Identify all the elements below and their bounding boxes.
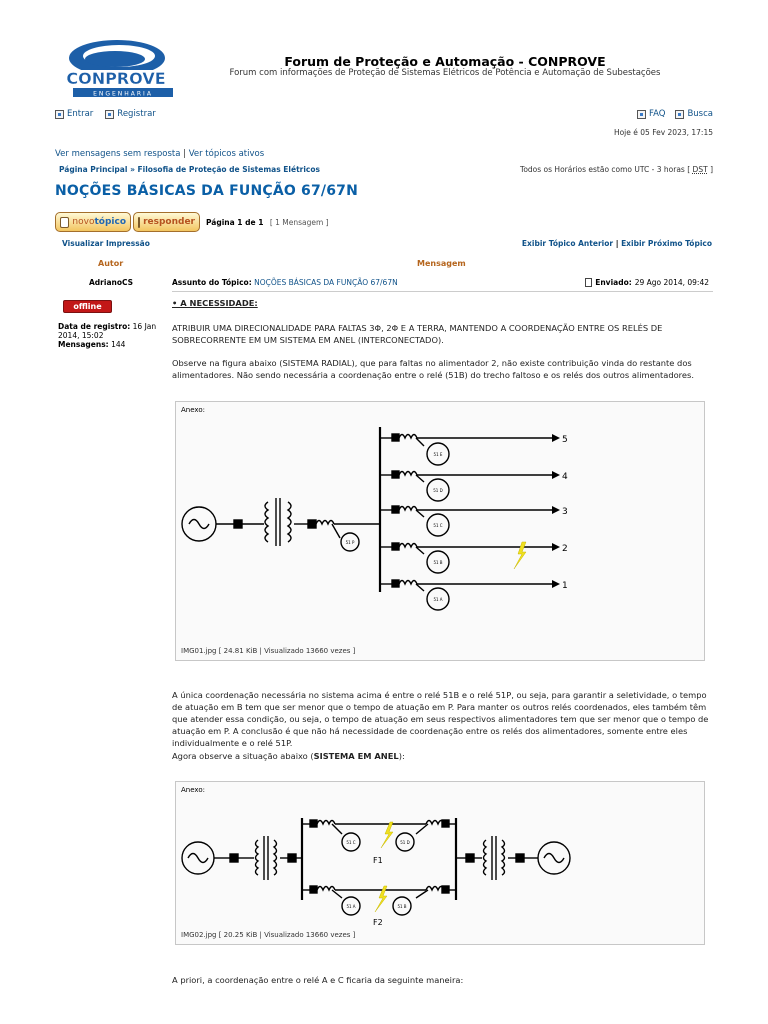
logo-text: CONPROVE bbox=[66, 69, 166, 88]
search-icon bbox=[675, 110, 684, 119]
registration-date: 16 Jan 2014, 15:02 bbox=[58, 322, 157, 340]
unanswered-posts-link[interactable]: Ver mensagens sem resposta bbox=[55, 149, 181, 159]
topic-navigation bbox=[522, 239, 712, 248]
quick-links bbox=[55, 149, 264, 159]
dst-abbr: DST bbox=[692, 165, 708, 174]
posted-label: Enviado: bbox=[595, 278, 632, 287]
print-view-link[interactable]: Visualizar Impressão bbox=[62, 239, 150, 248]
relay-51b-ring-label: 51 B bbox=[397, 904, 407, 909]
p4-bold: SISTEMA EM ANEL bbox=[313, 751, 399, 761]
conprove-logo[interactable] bbox=[57, 36, 175, 102]
site-title: Forum de Proteção e Automação - CONPROVE bbox=[284, 54, 606, 69]
post-paragraph-2: Observe na figura abaixo (SISTEMA RADIAL), que para faltas no alimentador 2, não existe contribuição vinda do restante dos alimentadores. Não sendo necessária a coordenação entre o relé (51B) do trecho faltoso e os relés dos outros alimentadores. bbox=[172, 358, 694, 380]
message-count: [ 1 Mensagem ] bbox=[269, 218, 329, 227]
registration-label: Data de registro: bbox=[58, 322, 131, 331]
reply-button[interactable] bbox=[133, 212, 200, 232]
timezone-prefix: Todos os Horários estão como UTC - 3 horas [ bbox=[520, 165, 691, 174]
reply-icon bbox=[138, 217, 140, 228]
page-label: Página 1 de 1 bbox=[206, 218, 264, 227]
attachment-radial-system bbox=[175, 401, 705, 661]
quicklinks-separator: | bbox=[183, 149, 187, 159]
post-divider bbox=[172, 291, 713, 292]
radial-system-diagram[interactable] bbox=[176, 402, 706, 662]
messages-label: Mensagens: bbox=[58, 340, 109, 349]
feeder-5-label: 5 bbox=[562, 435, 568, 445]
ring-system-diagram[interactable] bbox=[176, 782, 706, 946]
relay-51e-label: 51 E bbox=[433, 452, 443, 457]
new-topic-label-2: tópico bbox=[94, 217, 126, 227]
posted-value: 29 Ago 2014, 09:42 bbox=[634, 278, 709, 287]
author-column-header: Autor bbox=[98, 259, 124, 268]
new-topic-icon bbox=[60, 217, 69, 228]
fault-f2-label: F2 bbox=[373, 918, 383, 927]
login-icon bbox=[55, 110, 64, 119]
register-icon bbox=[105, 110, 114, 119]
author-details bbox=[58, 322, 168, 349]
necessity-heading: • A NECESSIDADE: bbox=[172, 298, 258, 308]
timezone-info bbox=[520, 165, 713, 174]
post-icon[interactable] bbox=[585, 278, 592, 287]
user-links bbox=[55, 109, 156, 119]
new-topic-label-1: novo bbox=[72, 217, 95, 227]
post-author[interactable]: AdrianoCS bbox=[89, 278, 134, 287]
pagination bbox=[206, 218, 329, 227]
relay-51d-ring-label: 51 D bbox=[400, 840, 410, 845]
relay-51c-label: 51 C bbox=[433, 523, 443, 528]
register-link[interactable] bbox=[105, 109, 155, 119]
reply-label: responder bbox=[143, 217, 195, 227]
post-paragraph-4 bbox=[172, 750, 712, 762]
breadcrumb-home[interactable]: Página Principal bbox=[59, 165, 128, 174]
fault-bolt-f1-icon bbox=[381, 822, 393, 848]
feeder-4-label: 4 bbox=[562, 472, 568, 482]
relay-51b-label: 51 B bbox=[433, 560, 443, 565]
post-date bbox=[585, 278, 709, 287]
login-label: Entrar bbox=[67, 109, 94, 119]
relay-51d-label: 51 D bbox=[433, 488, 443, 493]
register-label: Registrar bbox=[117, 109, 156, 119]
timezone-suffix: ] bbox=[710, 165, 713, 174]
attachment-label-2: Anexo: bbox=[181, 786, 205, 794]
feeder-3-label: 3 bbox=[562, 507, 568, 517]
login-link[interactable] bbox=[55, 109, 93, 119]
post-paragraph-5: A priori, a coordenação entre o relé A e C ficaria da seguinte maneira: bbox=[172, 975, 464, 985]
post-paragraph-3: A única coordenação necessária no sistema acima é entre o relé 51B e o relé 51P, ou seja, para garantir a seletividade, o tempo de atuação em B tem que ser menor que o tempo de atuação em P. Para manter os outros relés coordenados, eles também têm que atender essa condição, ou seja, o tempo de atuação em seus respectivos alimentadores tem que ser menor que o tempo de atuação em P. A conclusão é que não há necessidade de coordenação entre os relés dos alimentadores, somente entre eles individualmente e o relé 51P. bbox=[172, 690, 709, 748]
logo-subtext: ENGENHARIA bbox=[93, 90, 153, 98]
fault-bolt-icon bbox=[514, 542, 526, 569]
topic-nav-separator: | bbox=[615, 239, 619, 248]
p4-prefix: Agora observe a situação abaixo ( bbox=[172, 751, 314, 761]
subject-link[interactable]: NOÇÕES BÁSICAS DA FUNÇÃO 67/67N bbox=[254, 278, 398, 287]
attachment-ring-system bbox=[175, 781, 705, 945]
current-date: Hoje é 05 Fev 2023, 17:15 bbox=[613, 128, 713, 137]
relay-51a-label: 51 A bbox=[433, 597, 443, 602]
attachment-label: Anexo: bbox=[181, 406, 205, 414]
attachment-file-link-2[interactable]: IMG02.jpg [ 20.25 KiB | Visualizado 13660 vezes ] bbox=[181, 931, 356, 939]
feeder-2-label: 2 bbox=[562, 544, 568, 554]
relay-51a-ring-label: 51 A bbox=[346, 904, 356, 909]
prev-topic-link[interactable]: Exibir Tópico Anterior bbox=[521, 239, 614, 248]
active-topics-link[interactable]: Ver tópicos ativos bbox=[188, 149, 265, 159]
post-subject bbox=[172, 278, 398, 287]
topic-title[interactable]: NOÇÕES BÁSICAS DA FUNÇÃO 67/67N bbox=[55, 183, 359, 199]
search-link[interactable] bbox=[675, 109, 713, 119]
search-label: Busca bbox=[687, 109, 713, 119]
feeder-1-label: 1 bbox=[562, 581, 568, 591]
fault-f1-label: F1 bbox=[373, 856, 383, 865]
p4-suffix: ): bbox=[398, 751, 405, 761]
feeders bbox=[380, 434, 568, 610]
messages-count: 144 bbox=[111, 340, 126, 349]
next-topic-link[interactable]: Exibir Próximo Tópico bbox=[621, 239, 712, 248]
offline-status-badge: offline bbox=[63, 300, 112, 313]
breadcrumb-forum[interactable]: Filosofia de Proteção de Sistemas Elétricos bbox=[137, 165, 320, 174]
relay-51c-ring-label: 51 C bbox=[346, 840, 356, 845]
relay-51p-label: 51 P bbox=[345, 540, 355, 545]
site-description: Forum com informações de Proteção de Sistemas Elétricos de Potência e Automação de Subestações bbox=[229, 68, 661, 78]
subject-label: Assunto do Tópico: bbox=[172, 278, 252, 287]
attachment-file-link[interactable]: IMG01.jpg [ 24.81 KiB | Visualizado 13660 vezes ] bbox=[181, 647, 356, 655]
faq-label: FAQ bbox=[649, 109, 666, 119]
breadcrumb-separator: » bbox=[130, 165, 135, 174]
message-column-header: Mensagem bbox=[417, 259, 466, 268]
faq-link[interactable] bbox=[637, 109, 665, 119]
help-links bbox=[637, 109, 713, 119]
new-topic-button[interactable] bbox=[55, 212, 131, 232]
post-paragraph-1: ATRIBUIR UMA DIRECIONALIDADE PARA FALTAS 3Φ, 2Φ E A TERRA, MANTENDO A COORDENAÇÃO ENTRE OS RELÉS DE SOBRECORRENTE EM UM SISTEMA EM ANEL (INTERCONECTADO). bbox=[172, 323, 663, 345]
faq-icon bbox=[637, 110, 646, 119]
breadcrumb bbox=[59, 165, 320, 174]
